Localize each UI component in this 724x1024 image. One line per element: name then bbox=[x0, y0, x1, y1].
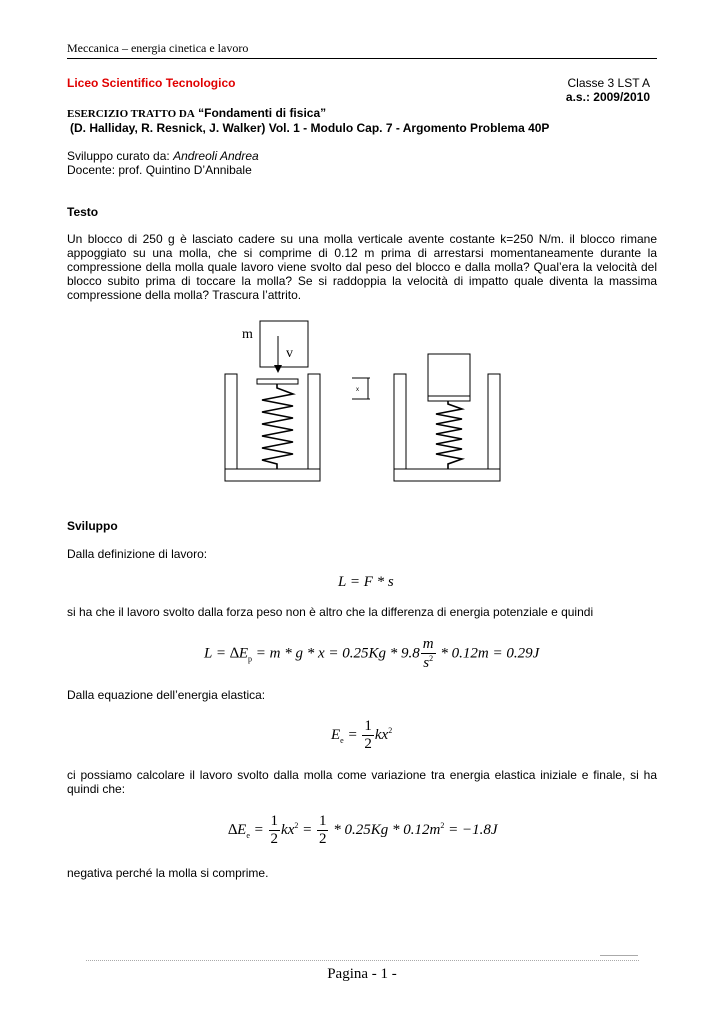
header-rule bbox=[67, 58, 657, 59]
eq2-frac-den: s bbox=[423, 655, 430, 671]
exercise-prefix: ESERCIZIO TRATTO DA bbox=[67, 108, 195, 120]
author-name: Andreoli Andrea bbox=[173, 149, 259, 163]
sviluppo-p4: ci possiamo calcolare il lavoro svolto dalla molla come variazione tra energia elastica iniziale e finale, si ha quindi che: bbox=[67, 768, 657, 796]
sviluppo-p2: si ha che il lavoro svolto dalla forza peso non è altro che la differenza di energia potenziale e quindi bbox=[67, 605, 594, 619]
eq2-frac-num: m bbox=[422, 636, 434, 652]
eq4-fraction-1 bbox=[269, 814, 281, 847]
eq3-lhs: E bbox=[331, 726, 341, 743]
container-left bbox=[225, 374, 320, 481]
eq2-lhs: L = ∆E bbox=[204, 645, 249, 662]
spring-left bbox=[262, 384, 293, 469]
eq2-den-sup: 2 bbox=[429, 654, 434, 663]
equation-work: L = F * s bbox=[338, 574, 394, 590]
sviluppo-p5: negativa perché la molla si comprime. bbox=[67, 866, 269, 880]
testo-heading: Testo bbox=[67, 205, 99, 219]
page-number: Pagina - 1 - bbox=[327, 966, 397, 982]
eq4-one-b: 1 bbox=[318, 813, 327, 829]
eq4-sq-a: 2 bbox=[294, 820, 299, 830]
eq2-mid: = m * g * x = 0.25Kg * 9.8 bbox=[252, 645, 420, 662]
eq4-sub: e bbox=[246, 830, 250, 840]
eq3-kx: kx bbox=[374, 726, 389, 743]
header-title: Meccanica – energia cinetica e lavoro bbox=[67, 41, 249, 55]
mass-label: m bbox=[242, 327, 253, 342]
eq3-two: 2 bbox=[364, 736, 372, 752]
sviluppo-heading: Sviluppo bbox=[67, 519, 118, 533]
eq4-sq-b: 2 bbox=[440, 820, 445, 830]
footer-dash bbox=[600, 955, 638, 956]
eq2-fraction bbox=[421, 637, 436, 671]
author-label: Sviluppo curato da: bbox=[67, 149, 170, 163]
sviluppo-p3: Dalla equazione dell’energia elastica: bbox=[67, 688, 266, 702]
spring-plate-right bbox=[428, 396, 470, 401]
eq4-eq1: = bbox=[249, 821, 268, 838]
eq4-one-a: 1 bbox=[270, 813, 279, 829]
equation-spring-work bbox=[228, 814, 497, 847]
eq4-rhs: = −1.8J bbox=[444, 821, 498, 838]
footer-rule bbox=[86, 960, 639, 961]
eq2-rhs: * 0.12m = 0.29J bbox=[436, 645, 540, 662]
eq2-sub: p bbox=[248, 654, 253, 664]
school-year: a.s.: 2009/2010 bbox=[565, 90, 650, 104]
exercise-book: “Fondamenti di fisica” bbox=[198, 106, 327, 120]
teacher-line: Docente: prof. Quintino D’Annibale bbox=[67, 163, 252, 177]
author-line bbox=[67, 149, 259, 163]
compression-marker bbox=[352, 378, 370, 399]
eq4-fraction-2 bbox=[317, 814, 329, 847]
eq4-kx: kx bbox=[281, 821, 295, 838]
falling-block bbox=[260, 321, 308, 367]
compression-label: x bbox=[356, 387, 359, 393]
velocity-label: v bbox=[286, 346, 293, 361]
exercise-source bbox=[67, 106, 326, 120]
equation-potential bbox=[204, 637, 539, 671]
spring-figure bbox=[200, 316, 520, 488]
testo-body: Un blocco di 250 g è lasciato cadere su una molla verticale avente costante k=250 N/m. il blocco rimane appoggiato su una molla, che si comprime di 0.12 m prima di arrestarsi momentaneamente durante la compressione della molla quale lavoro viene svolto dal peso del blocco e dalla molla? Qual’era la velocità del blocco subito prima di toccare la molla? Se si raddoppia la velocità di impatto quale diventa la massima compressione della molla? Trascura l’attrito. bbox=[67, 232, 657, 302]
eq3-sq: 2 bbox=[388, 725, 393, 735]
resting-block bbox=[428, 354, 470, 396]
eq4-lhs: ∆E bbox=[228, 821, 247, 838]
sviluppo-p1: Dalla definizione di lavoro: bbox=[67, 547, 208, 561]
eq4-two-a: 2 bbox=[270, 831, 279, 847]
school-name: Liceo Scientifico Tecnologico bbox=[67, 76, 236, 90]
spring-right bbox=[436, 401, 462, 469]
container-right bbox=[394, 374, 500, 481]
eq4-two-b: 2 bbox=[318, 831, 327, 847]
eq3-fraction bbox=[362, 719, 374, 752]
equation-elastic bbox=[331, 719, 392, 752]
eq4-mid: * 0.25Kg * 0.12m bbox=[329, 821, 441, 838]
exercise-reference: (D. Halliday, R. Resnick, J. Walker) Vol. 1 - Modulo Cap. 7 - Argomento Problema 40P bbox=[70, 121, 550, 135]
class-label: Classe 3 LST A bbox=[567, 76, 650, 90]
eq3-one: 1 bbox=[364, 718, 372, 734]
eq3-sub: e bbox=[340, 735, 344, 745]
spring-plate-left bbox=[257, 379, 298, 384]
eq4-eq2: = bbox=[298, 821, 316, 838]
eq3-eq: = bbox=[343, 726, 362, 743]
